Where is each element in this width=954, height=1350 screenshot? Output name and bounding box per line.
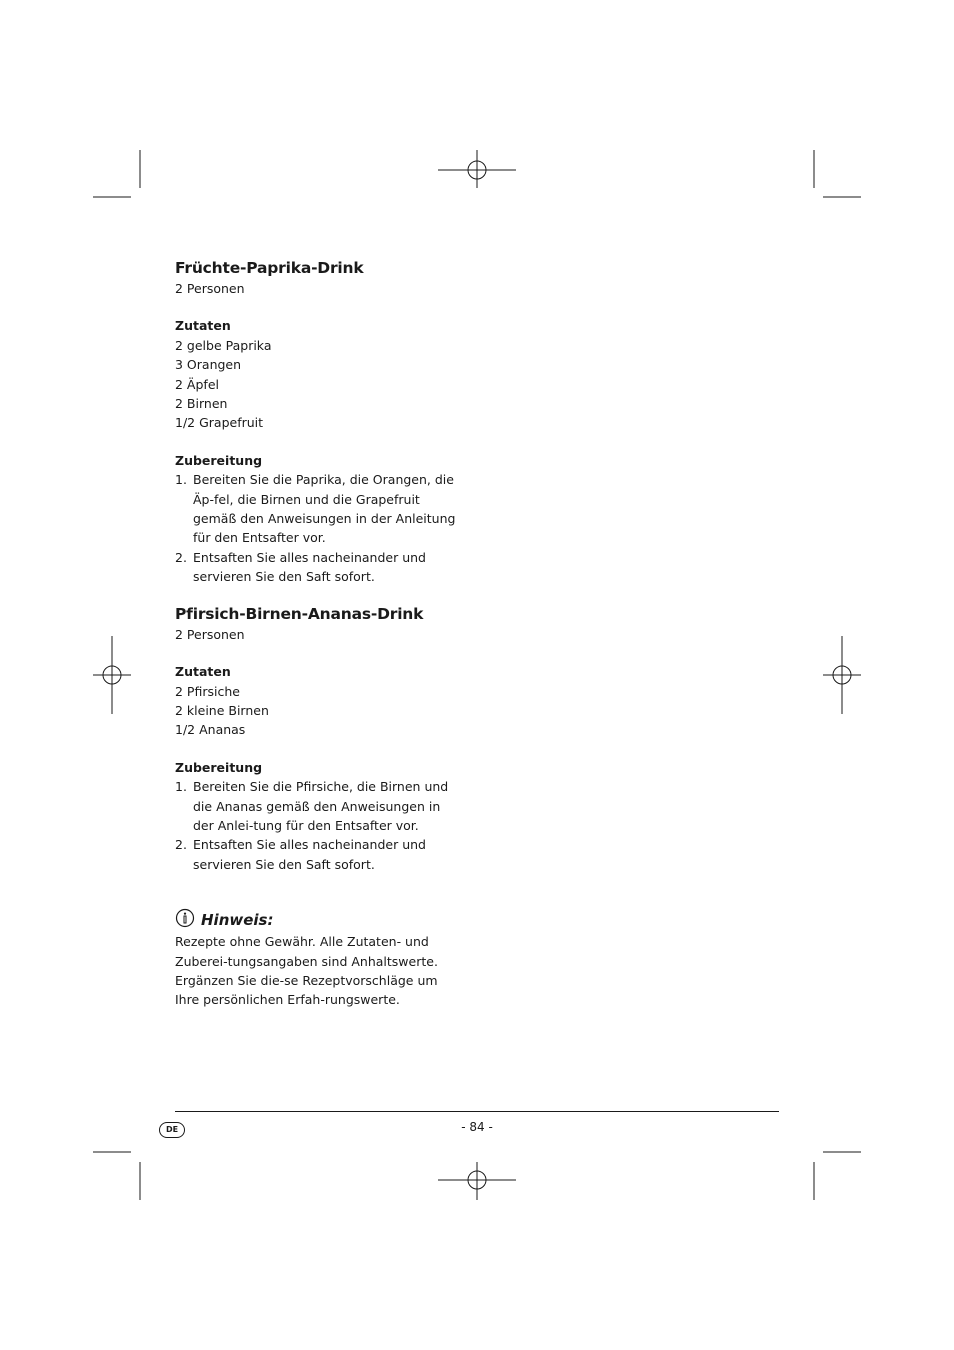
hint-header <box>175 908 475 932</box>
ingredient-item: 1/2 Ananas <box>175 722 246 738</box>
page-number: - 84 - <box>461 1120 493 1134</box>
preparation-step <box>175 835 457 874</box>
step-text: Bereiten Sie die Paprika, die Orangen, die Äp-fel, die Birnen und die Grapefruit gemäß den Anweisungen in der Anleitung für den Entsafter vor. <box>193 472 456 546</box>
ingredient-item: 2 gelbe Paprika <box>175 337 272 353</box>
ingredient-item: 2 Birnen <box>175 396 228 412</box>
step-text: Bereiten Sie die Pfirsiche, die Birnen und die Ananas gemäß den Anweisungen in der Anlei-tung für den Entsafter vor. <box>193 779 449 833</box>
recipe-pfirsich-birnen-ananas <box>175 603 475 874</box>
recipe-title: Pfirsich-Birnen-Ananas-Drink <box>175 604 424 623</box>
recipe-servings: 2 Personen <box>175 626 245 642</box>
hint-title: Hinweis: <box>201 911 274 930</box>
preparation-step <box>175 777 457 835</box>
step-number: 1. <box>175 779 187 795</box>
recipe-servings: 2 Personen <box>175 281 245 296</box>
language-badge: DE <box>159 1122 185 1138</box>
preparation-step <box>175 470 457 548</box>
ingredients-list <box>175 682 475 740</box>
ingredient-item: 2 Pfirsiche <box>175 683 240 699</box>
step-number: 2. <box>175 549 187 565</box>
preparation-step <box>175 548 457 587</box>
ingredient-item: 1/2 Grapefruit <box>175 415 264 431</box>
page-content <box>175 257 475 1010</box>
ingredients-heading: Zutaten <box>175 318 231 334</box>
step-text: Entsaften Sie alles nacheinander und servieren Sie den Saft sofort. <box>193 549 426 585</box>
ingredients-list <box>175 336 475 433</box>
ingredient-item: 2 Äpfel <box>175 376 219 392</box>
step-number: 2. <box>175 837 187 853</box>
ingredients-heading: Zutaten <box>175 664 231 680</box>
preparation-steps <box>175 777 475 874</box>
preparation-steps <box>175 470 475 586</box>
ingredient-item: 2 kleine Birnen <box>175 702 269 718</box>
hint-box <box>175 908 475 1010</box>
step-number: 1. <box>175 472 187 488</box>
hint-text: Rezepte ohne Gewähr. Alle Zutaten- und Zuberei-tungsangaben sind Anhaltswerte. Ergänzen Sie die-se Rezeptvorschläge um Ihre persönlichen Erfah-rungswerte. <box>175 934 438 1008</box>
ingredient-item: 3 Orangen <box>175 357 242 373</box>
preparation-heading: Zubereitung <box>175 452 263 468</box>
recipe-fruechte-paprika <box>175 257 475 587</box>
footer-divider <box>175 1111 779 1112</box>
step-text: Entsaften Sie alles nacheinander und servieren Sie den Saft sofort. <box>193 837 426 872</box>
recipe-title: Früchte-Paprika-Drink <box>175 259 364 277</box>
info-icon <box>175 908 195 932</box>
preparation-heading: Zubereitung <box>175 759 263 775</box>
